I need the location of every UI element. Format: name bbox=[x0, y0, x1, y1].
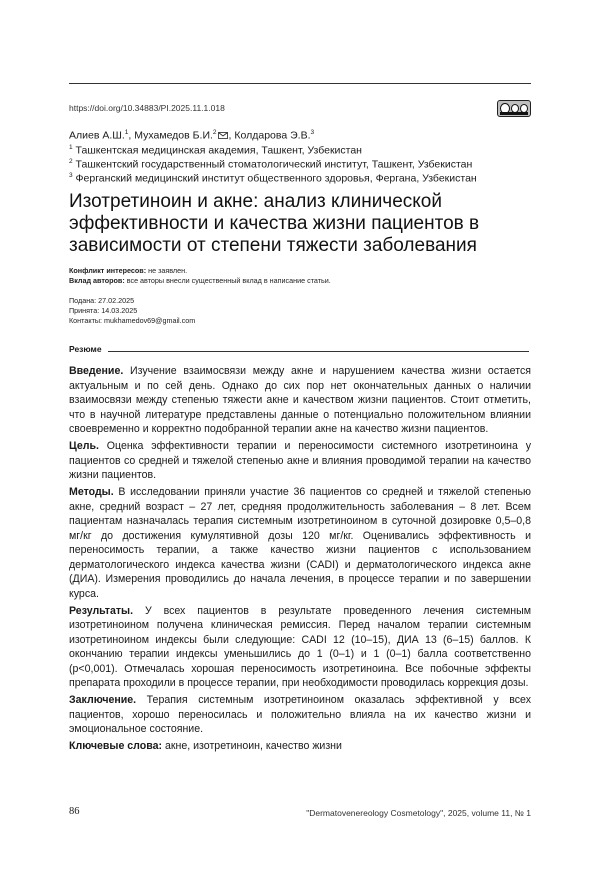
author-sup: 2 bbox=[213, 129, 217, 136]
resume-rule bbox=[108, 351, 529, 352]
cc-by-nc-icon[interactable] bbox=[497, 100, 531, 117]
conflict-label: Конфликт интересов: bbox=[69, 266, 146, 275]
resume-heading bbox=[69, 344, 529, 354]
affiliation-text: Ташкентский государственный стоматологический институт, Ташкент, Узбекистан bbox=[76, 159, 473, 171]
author-sup: 1 bbox=[125, 129, 129, 136]
envelope-icon[interactable] bbox=[218, 132, 228, 139]
author-contribution bbox=[69, 276, 331, 285]
section-label: Ключевые слова: bbox=[69, 740, 162, 752]
page-number: 86 bbox=[69, 806, 80, 817]
author-name: Колдарова Э.В. bbox=[234, 130, 310, 142]
journal-footer: "Dermatovenereology Cosmetology", 2025, volume 11, № 1 bbox=[306, 808, 531, 818]
contrib-label: Вклад авторов: bbox=[69, 276, 125, 285]
section-text: акне, изотретиноин, качество жизни bbox=[162, 740, 342, 752]
abstract bbox=[69, 364, 531, 757]
abstract-aim bbox=[69, 439, 531, 483]
section-label: Результаты. bbox=[69, 605, 133, 617]
abstract-methods bbox=[69, 485, 531, 601]
section-label: Заключение. bbox=[69, 694, 136, 706]
section-text: В исследовании приняли участие 36 пациентов со средней и тяжелой степенью акне, средний возраст – 27 лет, средняя продолжительность заболевания – 8 лет. Всем пациентам назначалась терапия системным изотретиноином в суточной дозировке 0,5–0,8 мг/кг до достижения кумулятивной дозы 120 мг/кг. Оценивались эффективность и переносимость терапии, а также качество жизни пациентов с использованием дерматологического индекса качества жизни (CADI) и дерматологического индекса акне (ДИА). Измерения проводились до начала лечения, в процессе терапии и по завершении курса. bbox=[69, 486, 531, 600]
affiliation bbox=[69, 144, 362, 157]
affiliation-text: Ферганский медицинский институт общественного здоровья, Фергана, Узбекистан bbox=[76, 173, 477, 185]
article-title: Изотретиноин и акне: анализ клинической эффективности и качества жизни пациентов в зависимости от степени тяжести заболевания bbox=[69, 191, 531, 257]
affiliation bbox=[69, 172, 477, 185]
header-rule bbox=[69, 83, 531, 84]
resume-label: Резюме bbox=[69, 344, 102, 354]
author-separator: , bbox=[229, 130, 235, 142]
article-page bbox=[69, 0, 531, 882]
section-text: Терапия системным изотретиноином оказалась эффективной у всех пациентов, хорошо переносилась и положительно влияла на их качество жизни и эмоциональное состояние. bbox=[69, 694, 531, 735]
section-label: Цель. bbox=[69, 440, 99, 452]
author-name: Мухамедов Б.И. bbox=[134, 130, 213, 142]
author-list bbox=[69, 129, 314, 142]
section-text: Оценка эффективности терапии и переносимости системного изотретиноина у пациентов со средней и тяжелой степенью акне и влияния проводимой терапии на качество жизни пациентов. bbox=[69, 440, 531, 481]
abstract-keywords bbox=[69, 739, 531, 754]
badge-bar bbox=[500, 112, 528, 115]
contrib-value: все авторы внесли существенный вклад в написание статьи. bbox=[125, 276, 331, 285]
affiliation-text: Ташкентская медицинская академия, Ташкент, Узбекистан bbox=[76, 145, 362, 157]
contacts: Контакты: mukhamedov69@gmail.com bbox=[69, 316, 195, 325]
conflict-of-interest bbox=[69, 266, 187, 275]
author-separator: , bbox=[128, 130, 134, 142]
accepted-date: Принята: 14.03.2025 bbox=[69, 306, 137, 315]
doi-link[interactable]: https://doi.org/10.34883/PI.2025.11.1.018 bbox=[69, 103, 225, 113]
abstract-introduction bbox=[69, 364, 531, 437]
affiliation bbox=[69, 158, 472, 171]
abstract-conclusion bbox=[69, 693, 531, 737]
section-label: Методы. bbox=[69, 486, 114, 498]
section-label: Введение. bbox=[69, 365, 123, 377]
affiliation-number: 1 bbox=[69, 144, 73, 151]
affiliation-number: 2 bbox=[69, 158, 73, 165]
doi-row bbox=[69, 100, 531, 118]
author-sup: 3 bbox=[311, 129, 315, 136]
abstract-results bbox=[69, 604, 531, 691]
affiliation-number: 3 bbox=[69, 172, 73, 179]
author-name: Алиев А.Ш. bbox=[69, 130, 125, 142]
section-text: У всех пациентов в результате проведенного лечения системным изотретиноином получена клиническая ремиссия. Перед началом терапии системным изотретиноином индексы были следующие: CADI 12 (10–15), ДИА 13 (6–15) баллов. К окончанию терапии индексы уменьшились до 1 (0–1) и 1 (0–1) балла соответственно (р<0,001). Отмечалась хорошая переносимость изотретиноина. Все побочные эффекты препарата проходили в процессе терапии, при необходимости проводилась коррекция дозы. bbox=[69, 605, 531, 690]
section-text: Изучение взаимосвязи между акне и нарушением качества жизни остается актуальным и по сей день. Однако до сих пор нет окончательных данных о наличии взаимосвязи между степенью тяжести акне и качеством жизни пациентов. Стоит отметить, что в научной литературе представлены данные о потенциально положительном влиянии своевременно и корректно подобранной терапии акне на качество жизни пациентов. bbox=[69, 365, 531, 435]
conflict-value: не заявлен. bbox=[146, 266, 187, 275]
submitted-date: Подана: 27.02.2025 bbox=[69, 296, 134, 305]
